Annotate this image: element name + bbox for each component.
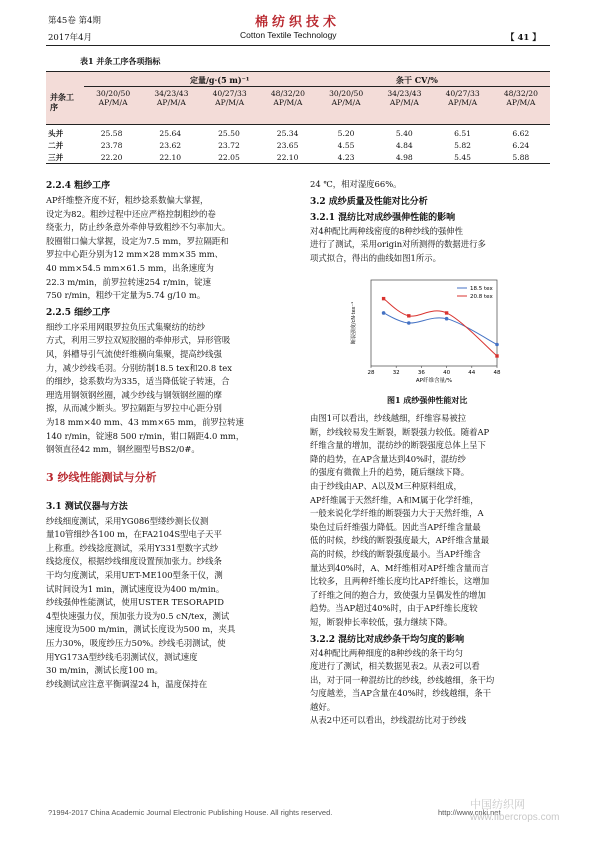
s224-line: 40 mm×54.5 mm×61.5 mm，出条速度为 xyxy=(46,262,214,273)
s225-line: 140 r/min，锭速8 500 r/min，钳口隔距4.0 mm， xyxy=(46,430,245,441)
series-point xyxy=(445,311,448,314)
series-point xyxy=(382,297,385,300)
figure-1-chart xyxy=(345,272,505,392)
table-row xyxy=(46,151,550,163)
table-subheader: 30/20/50 xyxy=(96,89,131,98)
table-cell: 23.78 xyxy=(100,140,123,150)
series-point xyxy=(382,311,386,315)
table-cell: 6.24 xyxy=(512,140,530,150)
s31-line: 速度设为500 m/min，测试长度设为500 m，夹具 xyxy=(46,624,236,635)
table-group1-header: 定量/g·(5 m)⁻¹ xyxy=(190,75,250,85)
table-head-rule xyxy=(46,124,550,125)
s224-line: AP纤维整齐度不好，粗纱捻系数偏大掌握， xyxy=(46,195,209,205)
table-caption: 表1 并条工序各项指标 xyxy=(80,56,161,66)
s321-line: 对4种配比两种线密度的8种纱线的强伸性 xyxy=(310,225,464,236)
header-rule xyxy=(46,45,550,46)
s225-line: 力，减少纱线毛羽。分别纺制18.5 tex和20.8 tex xyxy=(46,362,232,373)
cnki-link[interactable]: http://www.cnki.net xyxy=(438,808,501,817)
s31-line: 压力30%，吸度纱压力50%。纱线毛羽测试，使 xyxy=(46,638,226,649)
table-cell: 22.20 xyxy=(100,152,123,162)
x-axis-label: AP纤维含量/% xyxy=(415,378,453,384)
table-unit: AP/M/A xyxy=(389,98,419,107)
s322-line: 对4种配比两种细度的8种纱线的条干均匀 xyxy=(310,647,464,658)
header-volume: 第45卷 第4期 xyxy=(48,16,101,26)
s31-line: 纱线细度测试，采用YG086型缕纱测长仪测 xyxy=(46,515,209,526)
x-tick-label: 32 xyxy=(392,370,400,376)
table-cell: 23.62 xyxy=(159,140,182,150)
series-point xyxy=(445,317,449,321)
header-date: 2017年4月 xyxy=(48,33,93,43)
paragraph-fig1-analysis xyxy=(310,412,550,480)
right-top-line: 24 ℃，相对湿度66%。 xyxy=(310,179,402,189)
table-cell: 4.84 xyxy=(395,140,413,150)
legend-label: 20.8 tex xyxy=(470,294,493,300)
s224-line: 22.3 m/min，前罗拉转速254 r/min，锭速 xyxy=(46,276,211,287)
x-tick-label: 36 xyxy=(417,370,425,376)
section-3-heading: 3 纱线性能测试与分析 xyxy=(46,470,157,484)
s321-line: 进行了测试，采用origin对所测得的数据进行多 xyxy=(310,239,486,250)
s31-line: 上称重。纱线捻度测试，采用Y331型数字式纱 xyxy=(46,542,219,553)
left-column xyxy=(46,178,298,691)
p2-line: 的强度有微微上升的趋势，随后继续下降。 xyxy=(310,467,470,478)
plot-frame xyxy=(371,280,497,366)
section-3-2-1-body xyxy=(310,225,550,266)
s225-line: 风，斜槽导引气流使纤维横向集聚，提高纱线强 xyxy=(46,348,222,359)
table-cell: 6.51 xyxy=(454,128,471,138)
page-number: 【 41 】 xyxy=(506,33,541,43)
section-2-2-5-body xyxy=(46,321,298,457)
s225-line: 为18 mm×40 mm、43 mm×65 mm，前罗拉转速 xyxy=(46,416,244,427)
section-2-2-5-title: 2.2.5 细纱工序 xyxy=(46,307,111,318)
p3-line: 一般来说化学纤维的断裂强力大于天然纤维，A xyxy=(310,508,484,519)
s31-line: 试时间设为1 min，测试速度设为400 m/min。 xyxy=(46,583,225,594)
s224-line: 胶圈钳口偏大掌握，设定为7.5 mm，罗拉隔距和 xyxy=(46,235,229,246)
table-cell: 5.45 xyxy=(454,152,471,162)
table-cell: 25.50 xyxy=(218,128,240,138)
table-cell: 5.88 xyxy=(512,152,530,162)
s31-line: 用YG173A型纱线毛羽测试仪，测试速度 xyxy=(46,651,198,662)
table-cell: 4.98 xyxy=(395,152,413,162)
s322-line: 匀度越差，当AP含量在40%时，纱线越细，条干 xyxy=(310,688,492,699)
table-row-label: 二并 xyxy=(48,140,64,150)
series-point xyxy=(407,321,411,325)
table-row-label: 头并 xyxy=(48,128,64,138)
table-cell: 22.10 xyxy=(159,152,182,162)
table-row-header: 并条工序 xyxy=(50,92,74,112)
p2-line: 由图1可以看出，纱线越细，纤维容易被拉 xyxy=(310,413,467,423)
s31-line: 线捻度仪，根据纱线细度设置预加张力。纱线条 xyxy=(46,556,222,567)
figure-1-caption: 图1 成纱强伸性能对比 xyxy=(387,395,468,405)
table-subheader: 34/23/43 xyxy=(154,89,189,98)
p3-line: 了纤维之间的抱合力，致使强力呈偶发性的增加 xyxy=(310,589,486,600)
section-3-2-2-body xyxy=(310,647,550,729)
watermark-cn: 中国纺织网 xyxy=(470,798,525,811)
section-3-2-title: 3.2 成纱质量及性能对比分析 xyxy=(310,196,428,207)
p2-line: 纤维含量的增加，混纺纱的断裂强度总体上呈下 xyxy=(310,440,486,451)
table-row-label: 三并 xyxy=(48,152,64,162)
table-unit: AP/M/A xyxy=(331,98,361,107)
s31-line: 纱线测试应注意平衡调湿24 h，温度保持在 xyxy=(46,678,208,689)
p3-line: AP纤维属于天然纤维，A和M属于化学纤维， xyxy=(310,494,479,505)
table-subheader: 48/32/20 xyxy=(270,89,305,98)
p3-line: 趋势。当AP超过40%时，由于AP纤维长度较 xyxy=(310,603,478,614)
table-subheader: 48/32/20 xyxy=(503,89,538,98)
table-cell: 5.82 xyxy=(454,140,471,150)
s31-line: 4型快速强力仪，预加张力设为0.5 cN/tex，测试 xyxy=(46,610,230,621)
section-3-2-1-title: 3.2.1 混纺比对成纱强伸性能的影响 xyxy=(310,212,456,223)
p3-line: 量达到40%时，A、M纤维相对AP纤维含量而言 xyxy=(310,562,489,573)
s225-line: 钢领直径42 mm，钢丝圈型号BS2/0#。 xyxy=(46,444,200,455)
table-cell: 25.64 xyxy=(159,128,182,138)
section-2-2-4-body xyxy=(46,194,298,303)
table-row xyxy=(46,139,550,151)
section-3-1-body xyxy=(46,515,298,692)
x-tick-label: 40 xyxy=(443,370,451,376)
s225-line: 理选用钢领钢丝圈，减少纱线与钢领钢丝圈的摩 xyxy=(46,389,222,400)
y-axis-label: 断裂强度/cN·tex⁻¹ xyxy=(351,301,357,345)
table-cell: 22.10 xyxy=(276,152,299,162)
table-row xyxy=(46,127,550,139)
journal-title-en: Cotton Textile Technology xyxy=(240,30,337,40)
figure-1 xyxy=(345,272,505,392)
s322-line: 越好。 xyxy=(310,701,336,712)
table-cell: 25.34 xyxy=(276,128,299,138)
table-subheaders xyxy=(84,89,550,107)
s225-line: 方式，利用三罗拉双短胶圈的牵伸形式，异形管吸 xyxy=(46,335,231,346)
p3-line: 短，断裂伸长率较低，强力继续下降。 xyxy=(310,616,453,627)
table-unit: AP/M/A xyxy=(98,98,128,107)
series-line-1 xyxy=(384,299,497,356)
s322-line: 从表2中还可以看出，纱线混纺比对于纱线 xyxy=(310,715,467,726)
table-subheader: 40/27/33 xyxy=(212,89,247,98)
table-subheader: 40/27/33 xyxy=(445,89,480,98)
table-unit: AP/M/A xyxy=(215,98,245,107)
table-cell: 4.23 xyxy=(337,152,355,162)
s224-line: 罗拉中心距分别为12 mm×28 mm×35 mm、 xyxy=(46,249,224,260)
s31-line: 纱线强伸性能测试，使用USTER TESORAPID xyxy=(46,597,224,608)
table-subheader: 34/23/43 xyxy=(387,89,422,98)
table-cell: 22.05 xyxy=(218,152,240,162)
table-unit: AP/M/A xyxy=(156,98,186,107)
table-cell: 23.72 xyxy=(218,140,240,150)
series-point xyxy=(407,314,410,317)
table-unit: AP/M/A xyxy=(448,98,478,107)
table-unit: AP/M/A xyxy=(506,98,536,107)
s224-line: 750 r/min，粗纱干定量为5.74 g/10 m。 xyxy=(46,290,206,301)
table-cell: 4.55 xyxy=(337,140,355,150)
series-point xyxy=(495,343,499,347)
p3-line: 高的时候，纱线的断裂强度最小。当AP纤维含 xyxy=(310,548,481,559)
s225-line: 细纱工序采用网眼罗拉负压式集聚纺的纺纱 xyxy=(46,321,206,332)
copyright-notice: ?1994-2017 China Academic Journal Electronic Publishing House. All rights reserved. xyxy=(48,808,333,817)
table-bottom-rule xyxy=(46,163,550,164)
right-column-lower xyxy=(310,412,550,728)
journal-title-cn: 棉纺织技术 xyxy=(255,15,341,30)
x-tick-label: 28 xyxy=(367,370,375,376)
section-2-2-4-title: 2.2.4 粗纱工序 xyxy=(46,181,111,191)
p3-line: 低的时候，纱线的断裂强度最大，AP纤维含量最 xyxy=(310,535,490,546)
right-column xyxy=(310,178,550,265)
s322-line: 度进行了测试，相关数据见表2。从表2可以看 xyxy=(310,661,480,672)
section-3-1-title: 3.1 测试仪器与方法 xyxy=(46,501,128,512)
table-cell: 5.40 xyxy=(395,128,413,138)
p3-line: 由于纱线由AP、A以及M三种原料组成， xyxy=(310,480,462,491)
s224-line: 设定为82。粗纱过程中还应严格控制粗纱的卷 xyxy=(46,208,216,219)
legend-label: 18.5 tex xyxy=(470,286,493,292)
s225-line: 擦，从而减少断头。罗拉隔距与罗拉中心距分别 xyxy=(46,403,222,414)
s31-line: 30 m/min，测试长度100 m。 xyxy=(46,665,163,676)
series-point xyxy=(495,354,498,357)
p2-line: 断，纱线较易发生断裂，断裂强力较低。随着AP xyxy=(310,426,490,437)
x-tick-label: 44 xyxy=(468,370,476,376)
p3-line: 比较多，且两种纤维长度均比AP纤维长，这增加 xyxy=(310,576,490,587)
table-cell: 23.65 xyxy=(276,140,299,150)
table-mid-rule xyxy=(84,86,550,87)
x-tick-label: 48 xyxy=(493,370,501,376)
table-cell: 6.62 xyxy=(512,128,530,138)
table-body xyxy=(46,127,550,163)
table-group2-header: 条干 CV/% xyxy=(396,75,438,85)
section-3-2-2-title: 3.2.2 混纺比对成纱条干均匀度的影响 xyxy=(310,634,465,645)
s224-line: 绕张力，防止纱条意外牵伸导致粗纱不匀率加大。 xyxy=(46,222,231,233)
paragraph-fiber-analysis xyxy=(310,480,550,630)
s31-line: 量10管细纱各100 m，在FA2104S型电子天平 xyxy=(46,529,222,540)
table-subheader: 30/20/50 xyxy=(329,89,364,98)
p3-line: 染色过后纤维强力降低。因此当AP纤维含量最 xyxy=(310,521,481,532)
p2-line: 降的趋势，在AP含量达到40%时，混纺纱 xyxy=(310,453,466,464)
table-unit: AP/M/A xyxy=(273,98,303,107)
s321-line: 项式拟合，得出的曲线如图1所示。 xyxy=(310,252,441,263)
watermark-en: www.fibercrops.com xyxy=(470,812,560,823)
s322-line: 出，对于同一种混纺比的纱线，纱线越细，条干均 xyxy=(310,674,495,685)
table-cell: 5.20 xyxy=(337,128,355,138)
s31-line: 干均匀度测试，采用UET-ME100型条干仪，测 xyxy=(46,570,223,581)
table-cell: 25.58 xyxy=(100,128,123,138)
s225-line: 的细纱，捻系数均为335，适当降低锭子转速，合 xyxy=(46,376,230,387)
